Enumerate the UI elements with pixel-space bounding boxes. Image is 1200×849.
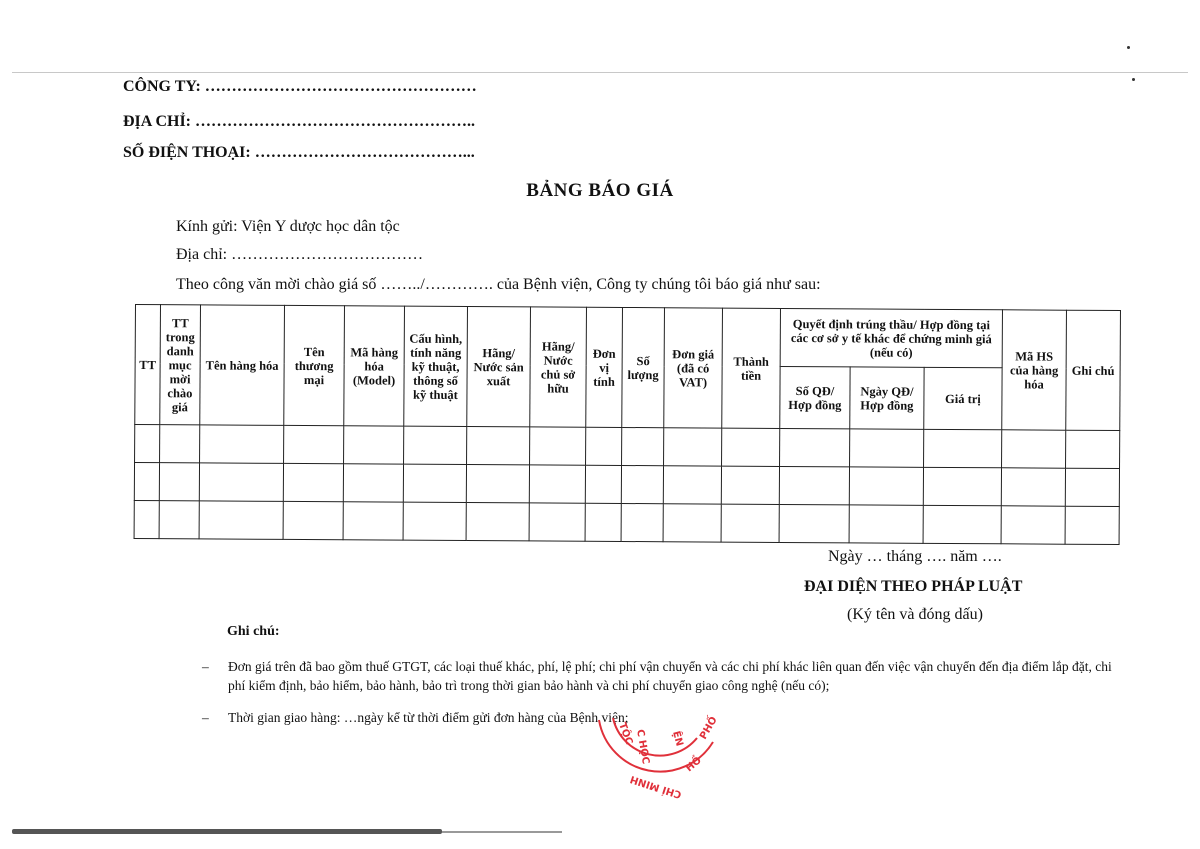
quotation-table (134, 304, 1121, 545)
stamp-text: HỒ (683, 755, 704, 775)
table-cell (200, 425, 284, 464)
header-price: Đơn giá (đã có VAT) (664, 308, 723, 428)
table-cell (664, 428, 722, 466)
header-decision-group: Quyết định trúng thầu/ Hợp đồng tại các cơ sở y tế khác để chứng minh giá (nếu có) (780, 308, 1002, 367)
stamp-text: ỆN (670, 729, 685, 748)
table-cell (404, 426, 467, 464)
table-cell (403, 464, 466, 502)
table-cell (199, 463, 283, 502)
header-tt: TT (135, 305, 161, 425)
note-item-1 (202, 657, 1128, 695)
stamp-text: PHỐ (698, 715, 720, 742)
signature-note: (Ký tên và đóng dấu) (847, 606, 983, 623)
header-model: Mã hàng hóa (Model) (344, 306, 405, 426)
table-cell (849, 467, 923, 505)
header-manufacturer: Hãng/ Nước sản xuất (467, 307, 531, 427)
table-cell (466, 503, 529, 541)
scan-bottom-edge (12, 829, 442, 834)
table-cell (1065, 468, 1119, 506)
table-cell (529, 503, 585, 541)
table-cell (585, 503, 621, 541)
table-cell (284, 425, 344, 463)
recipient-address-line: Địa chỉ: ……………………………… (176, 246, 424, 263)
table-cell (530, 427, 586, 465)
header-decision-date: Ngày QĐ/ Hợp đồng (850, 367, 924, 429)
company-seal-stamp (585, 712, 720, 802)
table-cell (134, 500, 159, 538)
signature-representative: ĐẠI DIỆN THEO PHÁP LUẬT (804, 578, 1023, 595)
table-cell (344, 426, 404, 464)
table-cell (283, 501, 343, 539)
table-cell (467, 427, 530, 465)
scan-bottom-edge (442, 831, 562, 833)
table-row (134, 500, 1119, 544)
header-owner: Hãng/ Nước chủ sở hữu (530, 307, 587, 427)
table-cell (529, 465, 585, 503)
recipient-line: Kính gửi: Viện Y dược học dân tộc (176, 218, 400, 235)
notes-title: Ghi chú: (227, 624, 280, 639)
table-cell (1001, 468, 1065, 506)
header-decision-no: Số QĐ/ Hợp đồng (780, 366, 850, 428)
document-title: BẢNG BÁO GIÁ (526, 180, 674, 201)
table-cell (1066, 430, 1120, 468)
note-dash: – (202, 659, 209, 674)
table-cell (621, 465, 663, 503)
note-text-1: Đơn giá trên đã bao gồm thuế GTGT, các loại thuế khác, phí, lệ phí; chi phí vận chuyển và các chi phí khác liên quan đến việc vận chuyển đến địa điểm lắp đặt, chi phí kiểm định, bảo hiểm, bảo hành, bảo trì trong thời gian bảo hành và chi phí chuyển giao công nghệ (nếu có); (228, 659, 1112, 693)
table-cell (850, 429, 924, 467)
table-cell (160, 425, 200, 463)
scan-speck (1127, 46, 1130, 49)
table-cell (923, 505, 1001, 543)
header-tt-list: TT trong danh mục mời chào giá (160, 305, 201, 425)
table-cell (134, 463, 159, 501)
table-cell (923, 467, 1001, 505)
table-cell (721, 466, 779, 504)
table-row (134, 463, 1119, 507)
stamp-text: C HỌC (634, 728, 651, 766)
table-body (134, 425, 1120, 545)
table-cell (663, 504, 721, 542)
header-amount: Thành tiền (722, 308, 781, 428)
header-item-name: Tên hàng hóa (200, 305, 285, 426)
table-cell (343, 464, 403, 502)
table-cell (586, 427, 622, 465)
stamp-text: TỘC (616, 721, 635, 747)
table-cell (721, 504, 779, 542)
header-note: Ghi chú (1066, 310, 1121, 430)
table-cell (466, 465, 529, 503)
table-cell (621, 503, 663, 541)
table-cell (159, 463, 199, 501)
table-cell (585, 465, 621, 503)
table-cell (199, 501, 283, 540)
header-hs-code: Mã HS của hàng hóa (1002, 310, 1067, 430)
table-cell (135, 425, 160, 463)
address-header-line: ĐỊA CHỈ: …………………………………………….. (123, 113, 476, 130)
header-value: Giá trị (924, 367, 1002, 429)
table-cell (1001, 506, 1065, 544)
header-unit: Đơn vị tính (586, 307, 623, 427)
table-row (135, 425, 1120, 469)
table-cell (403, 502, 466, 540)
company-line: CÔNG TY: …………………………………………… (123, 78, 477, 95)
table-cell (663, 466, 721, 504)
header-trade-name: Tên thương mại (284, 305, 345, 425)
table-cell (159, 501, 199, 539)
stamp-text: CHÍ MINH (628, 772, 684, 800)
note-text-2: Thời gian giao hàng: …ngày kể từ thời điểm gửi đơn hàng của Bệnh viện; (228, 710, 629, 725)
scan-speck (1132, 78, 1135, 81)
table-cell (283, 463, 343, 501)
header-quantity: Số lượng (622, 307, 665, 427)
table-cell (343, 502, 403, 540)
reference-line: Theo công văn mời chào giá số ……../…………. của Bệnh viện, Công ty chúng tôi báo giá như sau: (176, 276, 821, 293)
phone-line: SỐ ĐIỆN THOẠI: …………………………………... (123, 144, 475, 161)
table-cell (849, 505, 923, 543)
table-cell (779, 466, 849, 504)
header-config: Cấu hình, tính năng kỹ thuật, thông số kỹ thuật (404, 306, 468, 426)
table-cell (1002, 430, 1066, 468)
table-cell (780, 428, 850, 466)
table-cell (722, 428, 780, 466)
table-cell (779, 504, 849, 542)
note-dash: – (202, 710, 209, 725)
signature-date: Ngày … tháng …. năm …. (828, 548, 1002, 565)
table-cell (1065, 506, 1119, 544)
table-cell (924, 429, 1002, 467)
table-cell (622, 427, 664, 465)
scan-top-edge (12, 72, 1188, 73)
